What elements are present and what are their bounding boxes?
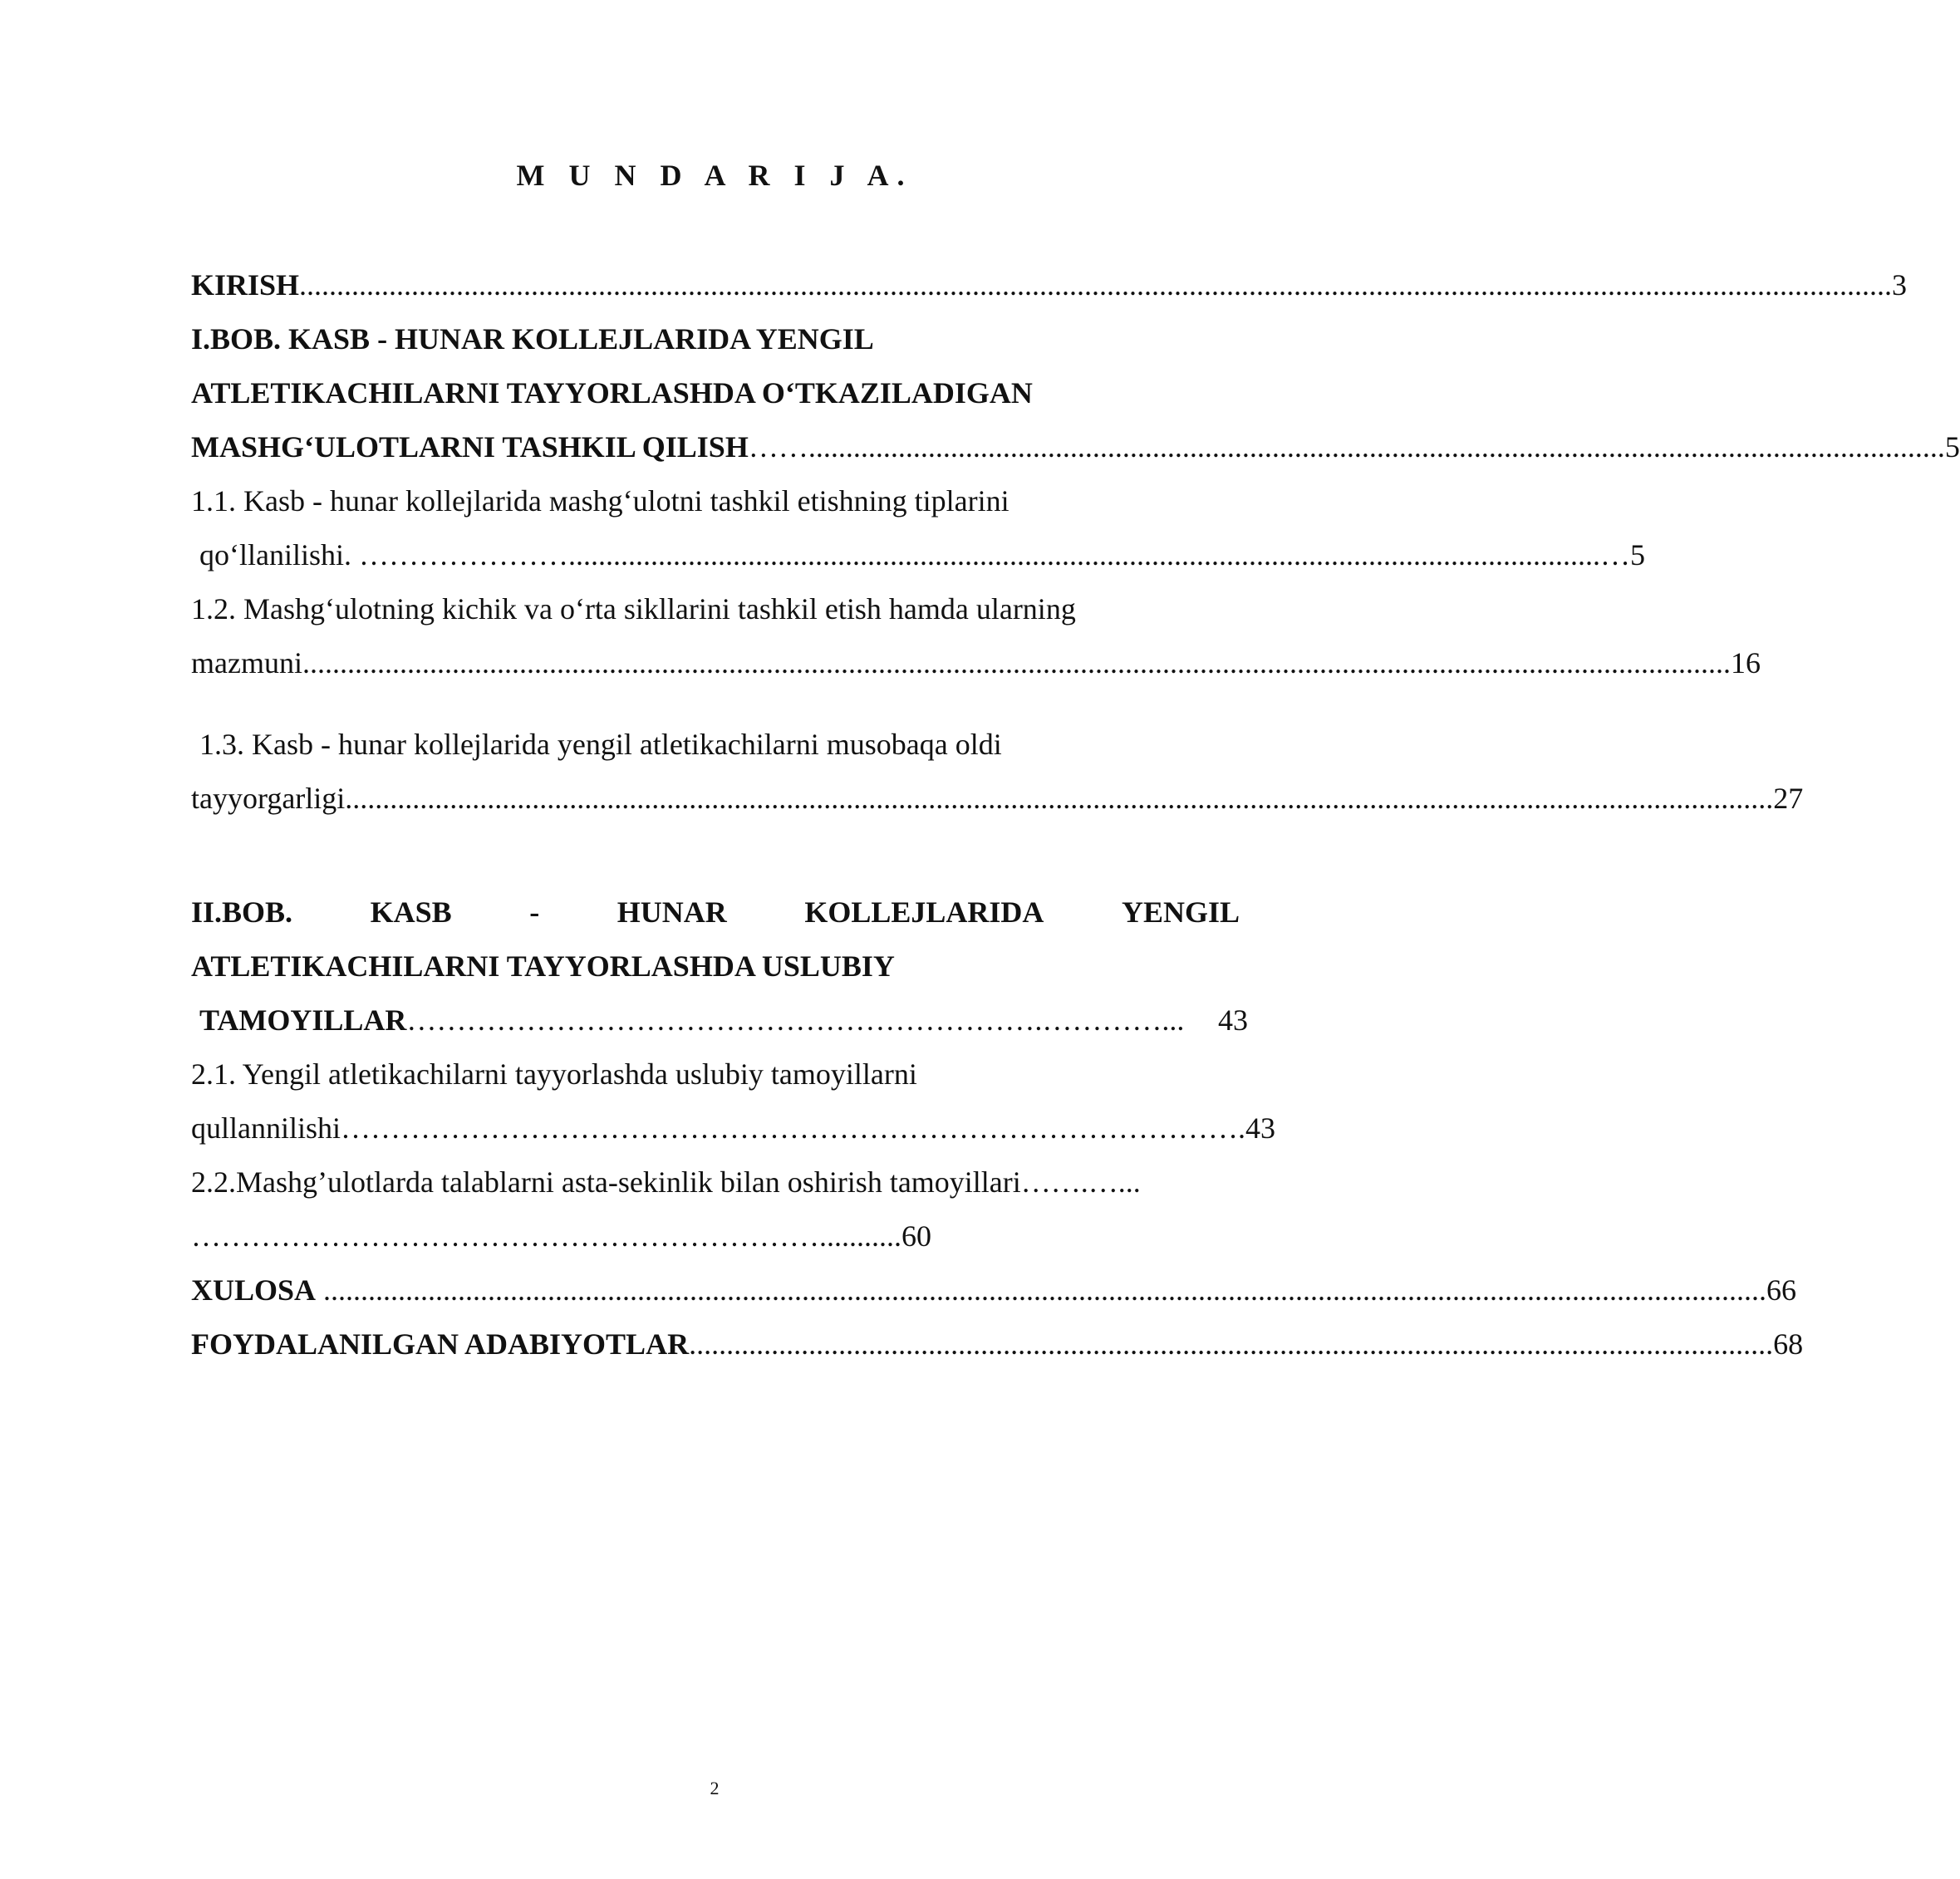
toc-entry-xulosa[interactable] [191, 1269, 1797, 1311]
bob2-word: KASB [370, 895, 452, 929]
bob2-word: YENGIL [1121, 895, 1240, 929]
dot-leader: ............................................................................................................................................................................................... [345, 782, 1774, 815]
toc-entry-title: KIRISH [191, 268, 300, 302]
dot-leader: ............................................................................................................................................................................................... [302, 646, 1731, 679]
toc-page-number: 68 [1773, 1327, 1804, 1361]
dot-leader: ..................................................................................................................................................................................................................... [299, 268, 1893, 302]
toc-entry-1-2-line2[interactable] [191, 642, 1761, 684]
toc-entry-2-1-line1[interactable]: 2.1. Yengil atletikachilarni tayyorlashda uslubiy tamoyillarni [191, 1057, 917, 1091]
toc-entry-bob2-line3[interactable] [191, 999, 1248, 1041]
toc-entry-bob2-line1[interactable] [191, 891, 1240, 933]
bob2-word: KOLLEJLARIDA [804, 895, 1044, 929]
toc-entry-1-1-line2[interactable] [191, 534, 1645, 576]
toc-page-number: 5 [1630, 538, 1645, 572]
bob2-word: II.BOB. [191, 895, 293, 929]
dot-leader: ................................................................................................................................................................................................. [316, 1273, 1767, 1307]
page-title: M U N D A R I J A. [516, 159, 913, 192]
page-number: 2 [710, 1778, 720, 1798]
dot-leader: ……........................................................................................................................................................ [748, 430, 1945, 464]
dot-leader: …………………..........................................................................................................................................… [351, 538, 1630, 572]
toc-entry-title: tayyorgarligi [191, 782, 346, 815]
toc-entry-title: TAMOYILLAR [199, 1003, 407, 1037]
toc-page-number: 66 [1766, 1273, 1797, 1307]
dot-leader: ………………………………………………………………………………. [341, 1111, 1245, 1145]
dot-leader: ................................................................................................................................................. [689, 1327, 1774, 1361]
toc-entry-title: MASHG‘ULOTLARNI TASHKIL QILISH [191, 430, 749, 464]
bob2-word: HUNAR [616, 895, 727, 929]
toc-entry-title: qo‘llanilishi. [199, 538, 351, 572]
bob2-word: - [529, 895, 540, 929]
toc-page-number: 43 [1245, 1111, 1275, 1145]
toc-entry-title: XULOSA [191, 1273, 317, 1307]
toc-entry-title: FOYDALANILGAN ADABIYOTLAR [191, 1327, 690, 1361]
toc-entry-kirish[interactable] [191, 264, 1908, 306]
dot-leader: ……………………………………………………….…………... [406, 1003, 1185, 1037]
toc-page-number: 5 [1944, 430, 1960, 464]
toc-page-number: 27 [1773, 782, 1804, 815]
toc-entry-bob2-line2[interactable]: ATLETIKACHILARNI TAYYORLASHDA USLUBIY [191, 949, 895, 983]
toc-page-number: 16 [1730, 646, 1761, 679]
toc-entry-bob1-line1[interactable]: I.BOB. KASB - HUNAR KOLLEJLARIDA YENGIL [191, 322, 874, 356]
toc-entry-bob1-line3[interactable] [191, 426, 1960, 468]
toc-entry-2-1-line2[interactable] [191, 1107, 1275, 1149]
toc-entry-title: qullannilishi [191, 1111, 341, 1145]
toc-entry-title: mazmuni [191, 646, 302, 679]
toc-page-number: 3 [1892, 268, 1908, 302]
toc-entry-1-3-line1[interactable]: 1.3. Kasb - hunar kollejlarida yengil atletikachilarni musobaqa oldi [199, 728, 1002, 761]
toc-entry-1-2-line1[interactable]: 1.2. Mashg‘ulotning kichik va o‘rta sikllarini tashkil etish hamda ularning [191, 592, 1076, 626]
toc-entry-bob1-line2[interactable]: ATLETIKACHILARNI TAYYORLASHDA O‘TKAZILADIGAN [191, 376, 1033, 410]
toc-entry-1-1-line1[interactable]: 1.1. Kasb - hunar kollejlarida мashg‘ulotni tashkil etishning tiplarini [191, 484, 1009, 518]
toc-entry-2-2-line1[interactable]: 2.2.Mashg’ulotlarda talablarni asta-sekinlik bilan oshirish tamoyillari…….…... [191, 1165, 1141, 1199]
toc-entry-2-2-line2[interactable]: ………………………………………………………...........60 [191, 1219, 931, 1253]
toc-entry-1-3-line2[interactable] [191, 778, 1804, 819]
toc-entry-adabiyotlar[interactable] [191, 1323, 1804, 1365]
toc-page-number: 43 [1218, 1003, 1248, 1037]
